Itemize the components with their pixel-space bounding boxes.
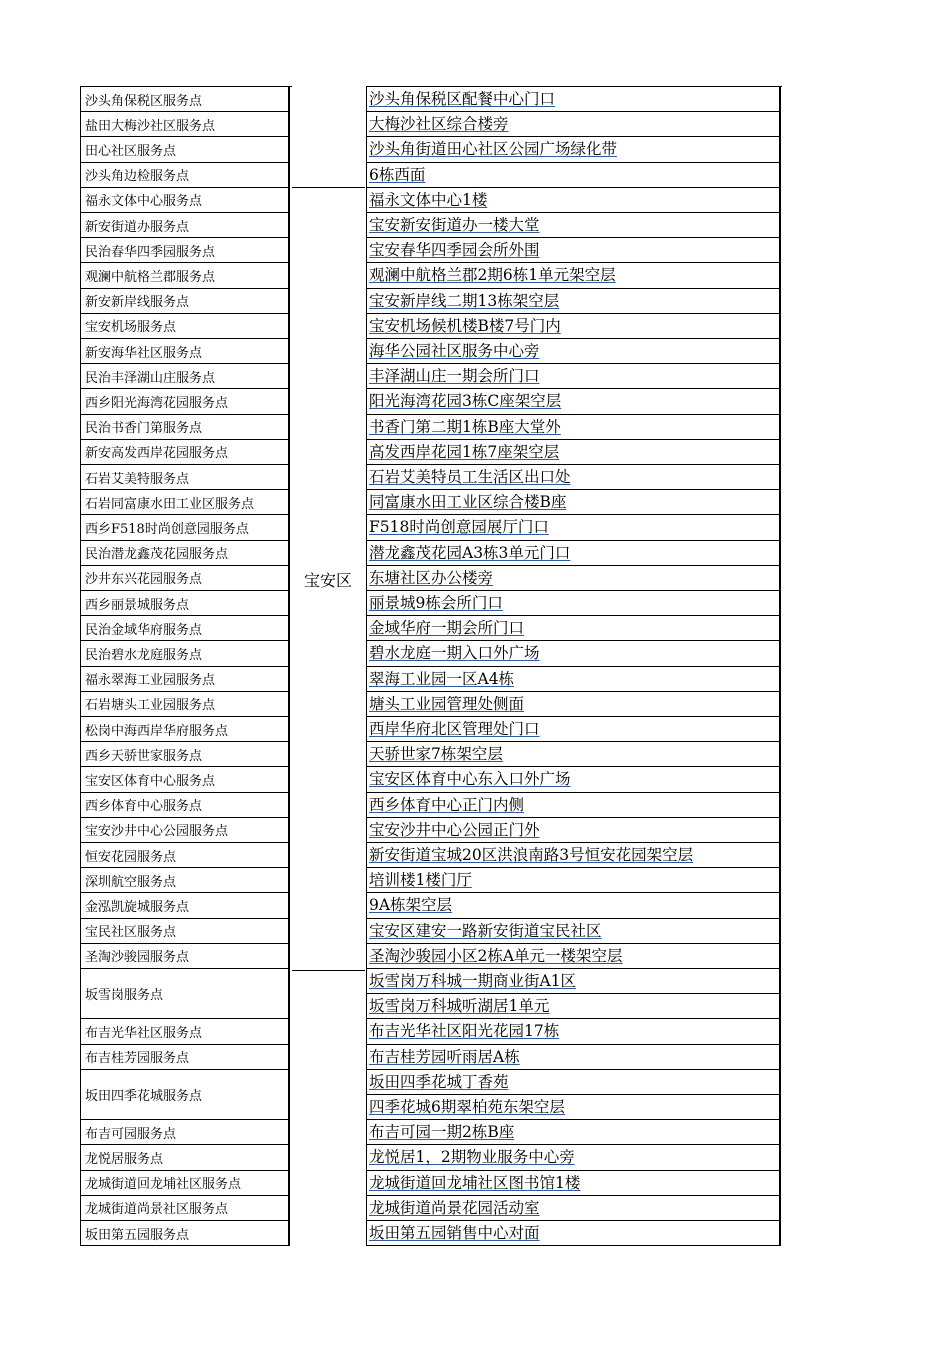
address-cell [366, 213, 781, 238]
address-link[interactable]: 西乡体育中心正门内侧 [369, 795, 525, 814]
service-point-name: 西乡天骄世家服务点 [80, 742, 290, 767]
address-cell [366, 692, 781, 717]
service-point-name: 深圳航空服务点 [80, 868, 290, 893]
address-cell [366, 465, 781, 490]
address-cell [366, 944, 781, 969]
address-cell [366, 415, 781, 440]
address-link[interactable]: 福永文体中心1楼 [369, 190, 488, 209]
address-cell [366, 1171, 781, 1196]
service-point-name: 新安新岸线服务点 [80, 289, 290, 314]
address-link[interactable]: 沙头角保税区配餐中心门口 [369, 90, 556, 108]
service-point-name: 布吉光华社区服务点 [80, 1019, 290, 1044]
service-point-name: 西乡F518时尚创意园服务点 [80, 515, 290, 540]
address-link[interactable]: 宝安新岸线二期13栋架空层 [369, 291, 560, 310]
address-cell [366, 1221, 781, 1246]
address-link[interactable]: 翠海工业园一区A4栋 [369, 669, 515, 688]
address-cell [366, 868, 781, 893]
service-point-name: 新安高发西岸花园服务点 [80, 440, 290, 465]
address-cell [366, 566, 781, 591]
address-cell [366, 541, 781, 566]
address-link[interactable]: 四季花城6期翠柏苑东架空层 [369, 1098, 565, 1116]
address-cell [366, 112, 781, 137]
address-link[interactable]: 海华公园社区服务中心旁 [369, 342, 540, 360]
address-cell [366, 717, 781, 742]
district-bottom-line [292, 970, 365, 971]
service-point-name: 西乡阳光海湾花园服务点 [80, 389, 290, 414]
service-point-name: 民治潜龙鑫茂花园服务点 [80, 541, 290, 566]
address-link[interactable]: 龙悦居1，2期物业服务中心旁 [369, 1148, 575, 1167]
address-link[interactable]: 阳光海湾花园3栋C座架空层 [369, 392, 562, 411]
service-point-name: 福永文体中心服务点 [80, 188, 290, 213]
address-link[interactable]: 观澜中航格兰郡2期6栋1单元架空层 [369, 266, 616, 285]
service-point-name: 布吉桂芳园服务点 [80, 1045, 290, 1070]
address-cell [366, 767, 781, 792]
address-cell [366, 364, 781, 389]
address-link[interactable]: 圣淘沙骏园小区2栋A单元一楼架空层 [369, 946, 623, 965]
address-link[interactable]: 金域华府一期会所门口 [369, 619, 525, 638]
address-link[interactable]: 布吉可园一期2栋B座 [369, 1123, 515, 1142]
address-cell [366, 289, 781, 314]
address-cell [366, 1070, 781, 1095]
service-point-name: 盐田大梅沙社区服务点 [80, 112, 290, 137]
service-point-name: 恒安花园服务点 [80, 843, 290, 868]
address-link[interactable]: 西岸华府北区管理处门口 [369, 720, 540, 738]
service-point-name: 松岗中海西岸华府服务点 [80, 717, 290, 742]
service-point-name: 福永翠海工业园服务点 [80, 667, 290, 692]
service-point-name: 龙悦居服务点 [80, 1145, 290, 1170]
address-link[interactable]: 石岩艾美特员工生活区出口处 [369, 468, 571, 486]
service-point-name: 西乡丽景城服务点 [80, 591, 290, 616]
address-cell [366, 137, 781, 162]
address-link[interactable]: 书香门第二期1栋B座大堂外 [369, 417, 561, 436]
address-cell [366, 641, 781, 666]
address-link[interactable]: 培训楼1楼门厅 [369, 871, 472, 890]
address-cell [366, 490, 781, 515]
address-link[interactable]: 丽景城9栋会所门口 [369, 594, 503, 612]
address-cell [366, 667, 781, 692]
address-link[interactable]: 宝安区建安一路新安街道宝民社区 [369, 921, 602, 940]
service-point-name: 龙城街道回龙埔社区服务点 [80, 1171, 290, 1196]
service-point-name: 民治金域华府服务点 [80, 616, 290, 641]
address-link[interactable]: 宝安机场候机楼B楼7号门内 [369, 316, 561, 335]
address-link[interactable]: 宝安沙井中心公园正门外 [369, 820, 540, 839]
address-cell [366, 591, 781, 616]
address-cell [366, 1145, 781, 1170]
address-cell [366, 1045, 781, 1070]
address-cell [366, 793, 781, 818]
address-link[interactable]: 塘头工业园管理处侧面 [369, 694, 525, 713]
address-link[interactable]: 东塘社区办公楼旁 [369, 568, 494, 587]
service-point-name: 观澜中航格兰郡服务点 [80, 263, 290, 288]
service-point-name: 坂雪岗服务点 [80, 969, 290, 1019]
address-cell [366, 742, 781, 767]
service-point-name: 坂田第五园服务点 [80, 1221, 290, 1246]
service-point-name: 西乡体育中心服务点 [80, 793, 290, 818]
address-link[interactable]: 新安街道宝城20区洪浪南路3号恒安花园架空层 [369, 846, 694, 864]
address-link[interactable]: 坂雪岗万科城听湖居1单元 [369, 997, 550, 1016]
service-point-name: 民治书香门第服务点 [80, 415, 290, 440]
service-point-name: 宝安机场服务点 [80, 314, 290, 339]
address-link[interactable]: 同富康水田工业区综合楼B座 [369, 493, 567, 512]
address-link[interactable]: 沙头角街道田心社区公园广场绿化带 [369, 140, 618, 159]
address-link[interactable]: 宝安区体育中心东入口外广场 [369, 770, 571, 789]
service-point-name: 石岩塘头工业园服务点 [80, 692, 290, 717]
district-top-line [292, 187, 365, 188]
address-cell [366, 515, 781, 540]
service-point-name: 布吉可园服务点 [80, 1120, 290, 1145]
address-link[interactable]: 布吉桂芳园听雨居A栋 [369, 1047, 520, 1066]
district-label: 宝安区 [303, 571, 352, 590]
address-link[interactable]: 坂雪岗万科城一期商业街A1区 [369, 972, 577, 990]
service-point-name: 沙头角边检服务点 [80, 163, 290, 188]
address-cell [366, 163, 781, 188]
service-point-name: 宝民社区服务点 [80, 919, 290, 944]
address-cell [366, 919, 781, 944]
service-point-name: 龙城街道尚景社区服务点 [80, 1196, 290, 1221]
service-point-name: 沙头角保税区服务点 [80, 87, 290, 112]
address-cell [366, 339, 781, 364]
service-point-name: 沙井东兴花园服务点 [80, 566, 290, 591]
address-cell [366, 263, 781, 288]
address-link[interactable]: 6栋西面 [369, 165, 426, 184]
address-cell [366, 440, 781, 465]
address-link[interactable]: 高发西岸花园1栋7座架空层 [369, 442, 560, 461]
service-point-name: 宝安区体育中心服务点 [80, 767, 290, 792]
address-cell [366, 238, 781, 263]
address-cell [366, 994, 781, 1019]
address-cell [366, 969, 781, 994]
address-link[interactable]: 龙城街道尚景花园活动室 [369, 1198, 540, 1217]
address-cell [366, 87, 781, 112]
address-link[interactable]: 碧水龙庭一期入口外广场 [369, 644, 540, 663]
service-point-name: 新安海华社区服务点 [80, 339, 290, 364]
address-cell [366, 188, 781, 213]
service-point-name: 民治春华四季园服务点 [80, 238, 290, 263]
address-link[interactable]: 坂田四季花城丁香苑 [369, 1072, 509, 1091]
service-point-name: 石岩同富康水田工业区服务点 [80, 490, 290, 515]
address-cell [366, 314, 781, 339]
service-point-name: 金泓凯旋城服务点 [80, 893, 290, 918]
service-point-name: 圣淘沙骏园服务点 [80, 944, 290, 969]
address-link[interactable]: 9A栋架空层 [369, 896, 453, 915]
address-cell [366, 1120, 781, 1145]
address-link[interactable]: 宝安春华四季园会所外围 [369, 241, 540, 260]
service-point-name: 宝安沙井中心公园服务点 [80, 818, 290, 843]
address-link[interactable]: 宝安新安街道办一楼大堂 [369, 216, 540, 234]
address-link[interactable]: 丰泽湖山庄一期会所门口 [369, 367, 540, 386]
service-point-name: 石岩艾美特服务点 [80, 465, 290, 490]
service-point-name: 民治丰泽湖山庄服务点 [80, 364, 290, 389]
service-point-name: 田心社区服务点 [80, 137, 290, 162]
service-point-name: 坂田四季花城服务点 [80, 1070, 290, 1120]
address-link[interactable]: 大梅沙社区综合楼旁 [369, 115, 509, 134]
address-cell [366, 818, 781, 843]
address-cell [366, 389, 781, 414]
address-link[interactable]: F518时尚创意园展厅门口 [369, 518, 549, 537]
address-cell [366, 1019, 781, 1044]
address-cell [366, 616, 781, 641]
address-link[interactable]: 坂田第五园销售中心对面 [369, 1224, 540, 1242]
address-cell [366, 1196, 781, 1221]
address-cell [366, 1095, 781, 1120]
address-link[interactable]: 潜龙鑫茂花园A3栋3单元门口 [369, 543, 571, 562]
address-link[interactable]: 龙城街道回龙埔社区图书馆1楼 [369, 1173, 581, 1192]
address-cell [366, 893, 781, 918]
address-cell [366, 843, 781, 868]
address-link[interactable]: 布吉光华社区阳光花园17栋 [369, 1022, 560, 1041]
service-point-name: 新安街道办服务点 [80, 213, 290, 238]
service-point-name: 民治碧水龙庭服务点 [80, 641, 290, 666]
address-link[interactable]: 天骄世家7栋架空层 [369, 745, 503, 764]
